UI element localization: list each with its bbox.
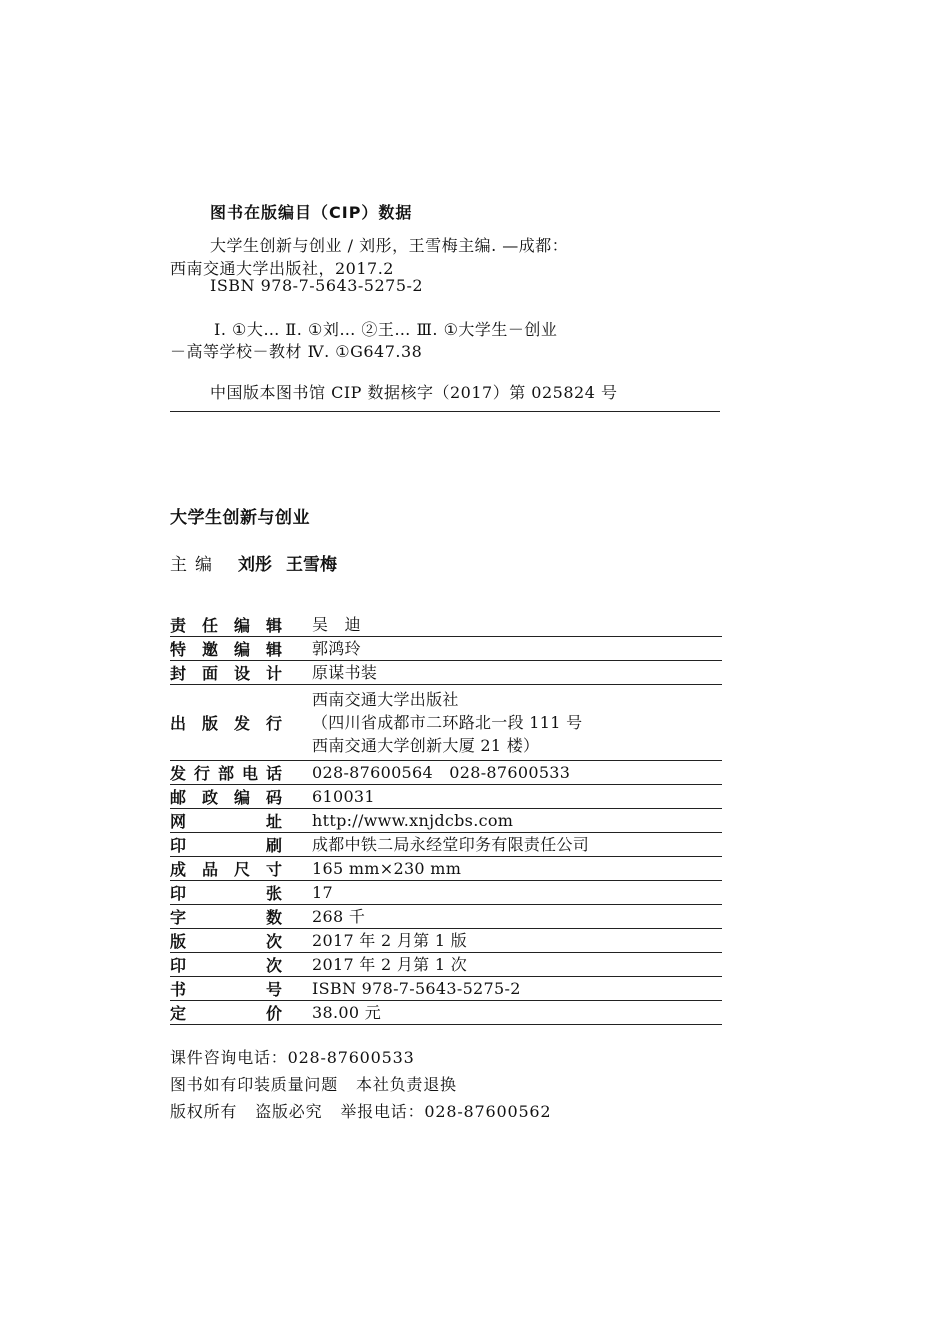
details-label-char: 数 <box>265 908 282 927</box>
details-value-line: 165 mm×230 mm <box>312 859 462 878</box>
cip-line-publisher: 西南交通大学出版社，2017.2 <box>170 259 394 278</box>
details-row <box>170 857 722 881</box>
details-label-char: 印 <box>170 836 187 855</box>
details-value-line: 2017 年 2 月第 1 次 <box>312 955 468 974</box>
details-value-line: 吴 迪 <box>312 615 361 634</box>
details-label <box>170 785 312 808</box>
details-label <box>170 661 312 684</box>
details-label-char: 印 <box>170 956 187 975</box>
details-value-line: 2017 年 2 月第 1 版 <box>312 931 468 950</box>
editor-name-1: 刘彤 <box>238 555 272 575</box>
details-label-char: 特 <box>170 640 187 659</box>
details-label-char: 次 <box>265 956 282 975</box>
details-label <box>170 613 312 636</box>
details-row <box>170 761 722 785</box>
details-value <box>312 905 365 928</box>
details-value <box>312 1001 381 1024</box>
details-value-line: 郭鸿玲 <box>312 639 361 658</box>
details-value-line: 268 千 <box>312 907 366 926</box>
details-value-line: 成都中铁二局永经堂印务有限责任公司 <box>312 835 590 854</box>
details-value <box>312 761 570 784</box>
details-label-char: 行 <box>265 714 282 733</box>
details-value <box>312 637 361 660</box>
details-label-char: 印 <box>170 884 187 903</box>
details-label <box>170 809 312 832</box>
details-label-char: 品 <box>201 860 218 879</box>
details-label-char: 定 <box>170 1004 187 1023</box>
details-label-char: 次 <box>265 932 282 951</box>
cip-line-isbn: ISBN 978-7-5643-5275-2 <box>210 276 424 295</box>
details-label <box>170 857 312 880</box>
details-row <box>170 613 722 637</box>
editor-name-2: 王雪梅 <box>286 555 337 575</box>
editor-row <box>170 550 351 575</box>
editor-label: 主编 <box>170 555 220 575</box>
details-label-char: 发 <box>233 714 250 733</box>
details-label <box>170 953 312 976</box>
details-row <box>170 785 722 809</box>
details-label-char: 寸 <box>265 860 282 879</box>
details-label <box>170 711 312 734</box>
details-label <box>170 637 312 660</box>
details-value-line: ISBN 978-7-5643-5275-2 <box>312 979 521 998</box>
details-row <box>170 1001 722 1025</box>
details-label <box>170 1001 312 1024</box>
details-label <box>170 905 312 928</box>
details-value-line: （四川省成都市二环路北一段 111 号 <box>312 713 583 732</box>
details-label-char: 辑 <box>265 640 282 659</box>
details-row <box>170 833 722 857</box>
details-label <box>170 833 312 856</box>
details-label-char: 电 <box>241 764 258 783</box>
details-label-char: 部 <box>217 764 234 783</box>
details-label-char: 刷 <box>265 836 282 855</box>
details-row <box>170 809 722 833</box>
details-label-char: 计 <box>265 664 282 683</box>
details-label-char: 址 <box>265 812 282 831</box>
details-row <box>170 637 722 661</box>
details-label <box>170 977 312 1000</box>
details-label <box>170 761 312 784</box>
details-label-char: 编 <box>233 616 250 635</box>
details-label-char: 话 <box>265 764 282 783</box>
details-value-line: 17 <box>312 883 333 902</box>
cip-heading: 图书在版编目（CIP）数据 <box>210 203 413 222</box>
quality-notice-text: 图书如有印装质量问题 <box>170 1075 339 1094</box>
details-value <box>312 785 375 808</box>
details-value <box>312 613 361 636</box>
details-label-char: 书 <box>170 980 187 999</box>
details-label-char: 设 <box>233 664 250 683</box>
details-label-char: 封 <box>170 664 187 683</box>
cip-divider <box>170 411 720 412</box>
cip-line-record-number: 中国版本图书馆 CIP 数据核字（2017）第 025824 号 <box>210 383 618 402</box>
copyright-notice-line <box>170 1099 551 1122</box>
details-value <box>312 929 467 952</box>
rights-reserved-text: 版权所有 <box>170 1102 238 1121</box>
details-label-char: 网 <box>170 812 187 831</box>
return-policy-text: 本社负责退换 <box>356 1075 457 1094</box>
details-label-char: 码 <box>265 788 282 807</box>
details-value-line: 西南交通大学出版社 <box>312 690 459 709</box>
details-value <box>312 953 467 976</box>
details-label-char: 行 <box>193 764 210 783</box>
editor-names <box>238 555 351 575</box>
details-value <box>312 881 333 904</box>
details-label-char: 任 <box>201 616 218 635</box>
quality-notice-line <box>170 1072 457 1095</box>
details-label-char: 尺 <box>233 860 250 879</box>
cip-line-subject-cont: －高等学校－教材 Ⅳ. ①G647.38 <box>170 342 423 361</box>
details-value <box>312 661 377 684</box>
details-label-char: 辑 <box>265 616 282 635</box>
details-label-char: 邀 <box>201 640 218 659</box>
details-value <box>312 688 582 757</box>
details-value-line: 西南交通大学创新大厦 21 楼） <box>312 736 540 755</box>
details-value <box>312 857 461 880</box>
details-value-line: http://www.xnjdcbs.com <box>312 811 514 830</box>
cip-line-title: 大学生创新与创业 / 刘彤，王雪梅主编. —成都： <box>210 236 569 255</box>
details-label-char: 张 <box>265 884 282 903</box>
details-label-char: 责 <box>170 616 187 635</box>
report-phone-text: 举报电话：028-87600562 <box>340 1102 552 1121</box>
details-row <box>170 685 722 761</box>
details-row <box>170 977 722 1001</box>
publication-details-table <box>170 613 722 1025</box>
details-value <box>312 809 513 832</box>
details-label-char: 价 <box>265 1004 282 1023</box>
details-label-char: 发 <box>170 764 187 783</box>
details-label-char: 字 <box>170 908 187 927</box>
details-label-char: 编 <box>233 788 250 807</box>
cip-line-subject: Ⅰ. ①大… Ⅱ. ①刘… ②王… Ⅲ. ①大学生－创业 <box>214 320 558 339</box>
details-value-line: 028-87600564 028-87600533 <box>312 763 571 782</box>
details-label-char: 政 <box>201 788 218 807</box>
details-value <box>312 833 589 856</box>
book-title: 大学生创新与创业 <box>170 508 310 528</box>
details-label <box>170 881 312 904</box>
details-row <box>170 881 722 905</box>
details-row <box>170 929 722 953</box>
details-label-char: 面 <box>201 664 218 683</box>
details-label-char: 邮 <box>170 788 187 807</box>
details-label-char: 版 <box>170 932 187 951</box>
courseware-phone-line: 课件咨询电话：028-87600533 <box>170 1048 415 1067</box>
details-row <box>170 953 722 977</box>
details-label-char: 成 <box>170 860 187 879</box>
details-value <box>312 977 521 1000</box>
details-value-line: 38.00 元 <box>312 1003 381 1022</box>
details-label-char: 出 <box>170 714 187 733</box>
details-value-line: 610031 <box>312 787 375 806</box>
details-label-char: 编 <box>233 640 250 659</box>
details-label-char: 号 <box>265 980 282 999</box>
details-label <box>170 929 312 952</box>
details-row <box>170 661 722 685</box>
piracy-notice-text: 盗版必究 <box>255 1102 323 1121</box>
details-label-char: 版 <box>201 714 218 733</box>
details-value-line: 原谋书装 <box>312 663 378 682</box>
details-row <box>170 905 722 929</box>
